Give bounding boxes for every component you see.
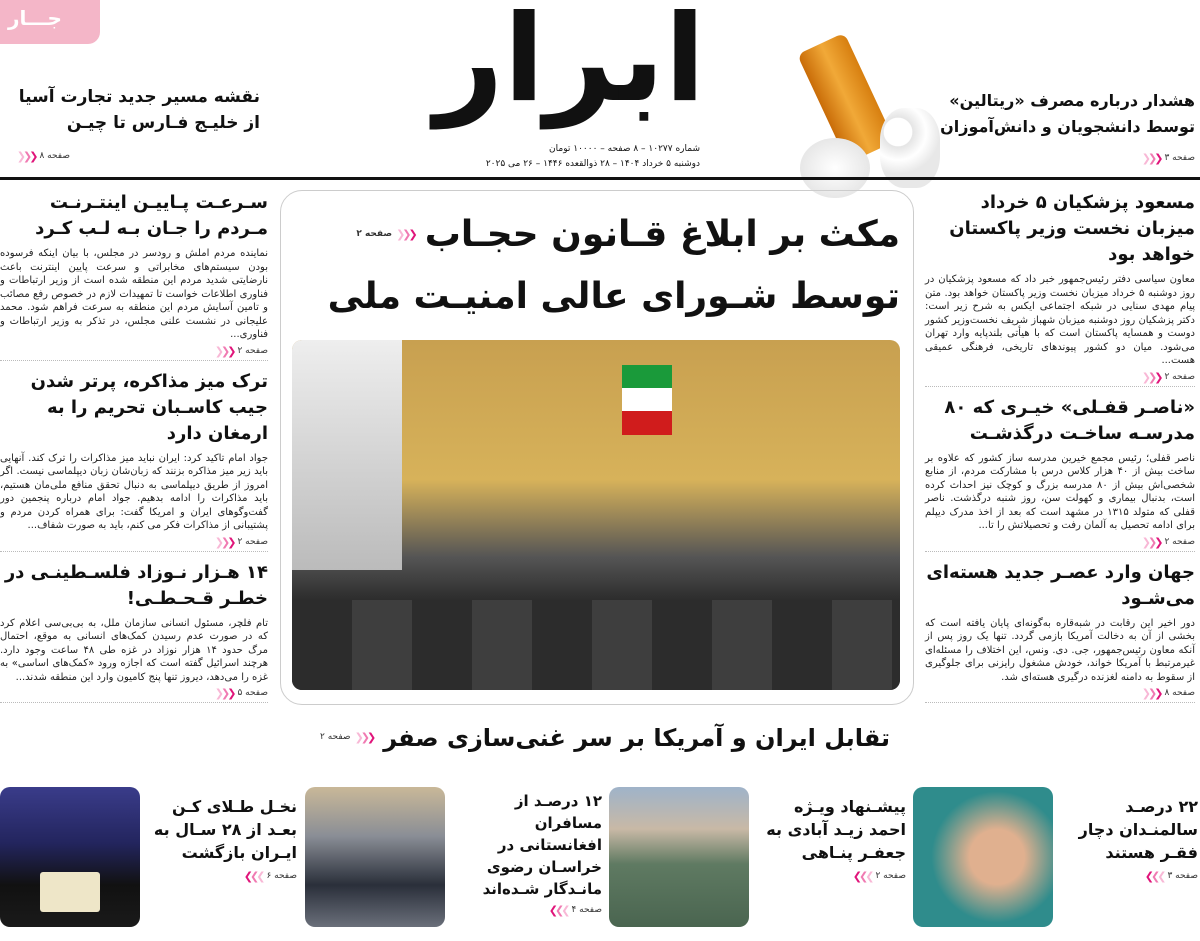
arrows-icon: ❮❮❮ (1141, 535, 1161, 549)
page-ref-label: صفحه ۲ (875, 871, 906, 881)
article-body: جواد امام تاکید کرد: ایران نباید میز مذاکرات را ترک کند. آنهایی باید زیر میز مذاکره بزنند که زبان‌شان زبان دیپلماسی نیست. اگر امروز از طریق دیپلماسی به دنبال تحقق منافع ملی‌مان هستیم، باید مذاکرات را ادامه بدهیم. جواد امام درباره پنجمین دور گفت‌وگوهای ایران و امریکا گفت: برای همراه کردن مردم و پشتیبانی از مذاکرات فکر می کنم، باید به صورت شفاف... (0, 452, 268, 531)
bottom-story[interactable] (450, 790, 602, 919)
arrows-icon: ❮❮❮ (243, 870, 263, 883)
arrows-icon: ❮❮❮ (396, 227, 415, 241)
article-body: نماینده مردم املش و رودسر در مجلس، با بیان اینکه فرسوده بودن سیستم‌های مخابراتی و سرعت پایین اینترنت باعث نارضایتی شدید مردم این منطقه شده است از وزیر ارتباطات و فناوری اطلاعات خواست تا تمهیدات لازم در خصوص رفع مصائب و تامین آسایش مردم این منطقه به سرعت فراهم شود. محمد علیجانی در نشست علنی مجلس، در تذکر به وزیر ارتباطات و فناوری... (0, 248, 268, 340)
arrows-icon: ❮❮❮ (214, 687, 234, 700)
logo-text: ابرار (434, 0, 706, 129)
page-ref[interactable] (925, 371, 1195, 387)
section-tag-label: جـــار (8, 6, 62, 30)
issue-line: شماره ۱۰۲۷۷ – ۸ صفحه – ۱۰۰۰۰ تومان (549, 144, 700, 154)
page-ref[interactable] (0, 150, 70, 165)
page-ref[interactable] (1125, 152, 1195, 167)
headline: جهان وارد عصـر جدید هسته‌ای می‌شـود (926, 561, 1195, 609)
headline: ترک میز مذاکره، پرتر شدن جیب کاسـبان تحریم را به ارمغان دارد (30, 370, 268, 444)
right-column (925, 190, 1195, 703)
headline: پیشـنهاد ویـژه احمد زیـد آبادی به جعفـر پنـاهی (766, 797, 906, 862)
page-ref-label: صفحه ۶ (266, 871, 297, 881)
headline: ۲۲ درصـد سالمنـدان دچار فقـر هستند (1078, 797, 1198, 862)
arrows-icon: ❮❮❮ (1141, 370, 1161, 384)
bottom-story[interactable] (754, 795, 906, 885)
page-ref-label: صفحه ۵ (237, 688, 268, 698)
article-body: معاون سیاسی دفتر رئیس‌جمهور خبر داد که مسعود پزشکیان در روز دوشنبه ۵ خرداد میزبان نخست وزیر پاکستان خواهد بود. متن پیام مهدی سنایی در شبکه اجتماعی ایکس به شرح زیر است: دکتر پزشکیان روز دوشنبه میزبان شهباز شریف نخست‌وزیر کشور دوست و همسایه پاکستان است که با هیأتی بلندپایه وارد تهران می‌شود. میان دو کشور پیوندهای تاریخی، فرهنگی عمیقی هست... (925, 274, 1195, 366)
headline: نخـل طـلای کـن بعـد از ۲۸ سـال به ایـران بازگشت (153, 797, 297, 862)
masthead-logo (430, 0, 710, 140)
arrows-icon: ❮❮❮ (1141, 687, 1161, 700)
page-ref[interactable] (754, 870, 906, 885)
headline-line-1: مکث بر ابلاغ قـانون حجـاب (424, 214, 900, 255)
page-ref-label: صفحه ۲ (237, 345, 268, 356)
page-ref[interactable] (0, 536, 268, 552)
page-ref[interactable] (0, 687, 268, 703)
page-ref[interactable] (1058, 870, 1198, 885)
page-ref-label: صفحه ۸ (1164, 688, 1195, 698)
sub-headline-row[interactable] (290, 718, 890, 758)
arrows-icon: ❮❮❮ (214, 344, 234, 358)
page-ref-label: صفحه ۳ (1167, 871, 1198, 881)
page-ref-label: صفحه ۴ (571, 905, 602, 915)
pill-bottle-image (800, 38, 950, 198)
page-ref[interactable] (356, 228, 414, 243)
headline: هشدار درباره مصرف «ریتالین» (949, 91, 1195, 110)
date-line: دوشنبه ۵ خرداد ۱۴۰۴ – ۲۸ ذوالقعده ۱۴۴۶ – ۲۶ می ۲۰۲۵ (485, 159, 700, 169)
arrows-icon: ❮❮❮ (1144, 870, 1164, 883)
main-headline (290, 204, 900, 328)
parliament-photo (292, 340, 900, 690)
headline: از خلیـج فـارس تا چیـن (66, 113, 260, 133)
masthead-rule (0, 177, 1200, 180)
left-column (0, 190, 268, 703)
news-item[interactable] (0, 190, 268, 361)
page-ref-label: صفحه ۲ (320, 731, 351, 742)
news-item[interactable] (925, 395, 1195, 552)
article-body: ناصر قفلی؛ رئیس مجمع خیرین مدرسه ساز کشور که علاوه بر ساخت بیش از ۴۰ هزار کلاس درس با مشارکت مردم، از منابع شخصی‌اش بیش از ۸۰ مدرسه بزرگ و کوچک نیز احداث کرده است، بدنبال بیماری و کهولت سن، روز شنبه درگذشت. ناصر قفلی که متولد ۱۳۱۵ در مشهد است که بعد از اخذ مدرک دیپلم برای ادامه تحصیل به آلمان رفت و تحصیلاتش را تا... (925, 452, 1195, 531)
headline: مسعود پزشکیان ۵ خرداد میزبان نخست وزیر پاکستان خواهد بود (949, 192, 1195, 265)
arrows-icon: ❮❮❮ (852, 870, 872, 883)
headline: «ناصـر قفـلی» خیـری که ۸۰ مدرسـه ساخـت درگذشـت (944, 396, 1195, 444)
arrows-icon: ❮❮❮ (354, 730, 374, 744)
headline-line-2: توسط شـورای عالی امنیـت ملی (327, 276, 900, 317)
arrows-icon: ❮❮❮ (214, 535, 234, 549)
news-item[interactable] (925, 560, 1195, 704)
arrows-icon: ❮❮❮ (1141, 152, 1161, 165)
bottom-story[interactable] (145, 795, 297, 885)
page-ref-label: صفحه ۲ (356, 228, 393, 239)
headline: توسط دانشجویان و دانش‌آموزان (940, 117, 1195, 136)
headline: ۱۲ درصـد از مسافران افغانستانی در خراسـان رضوی مانـدگار شـده‌اند (482, 792, 602, 898)
arrows-icon: ❮❮❮ (548, 904, 568, 917)
page-ref-label: صفحه ۸ (39, 151, 70, 161)
section-tag (0, 0, 100, 44)
page-ref-label: صفحه ۲ (237, 536, 268, 547)
page-ref-label: صفحه ۳ (1164, 153, 1195, 163)
zeidabadi-photo (609, 787, 749, 927)
sub-headline: تقابل ایران و آمریکا بر سر غنی‌سازی صفر (383, 724, 890, 752)
news-item[interactable] (925, 190, 1195, 387)
page-ref[interactable] (450, 904, 602, 919)
news-item[interactable] (0, 369, 268, 552)
bottom-story[interactable] (1058, 795, 1198, 885)
headline: سـرعـت پـاییـن اینتـرنـت مـردم را جـان بـه لـب کـرد (35, 192, 268, 239)
top-left-story[interactable] (0, 84, 260, 136)
page-ref-label: صفحه ۲ (1164, 536, 1195, 547)
headline: ۱۴ هـزار نـوزاد فلسـطینـی در خطـر قـحـطـی! (4, 561, 268, 609)
page-ref-label: صفحه ۲ (1164, 371, 1195, 382)
arrows-icon: ❮❮❮ (16, 150, 36, 163)
page-ref[interactable] (145, 870, 297, 885)
page-ref (320, 731, 373, 746)
page-ref[interactable] (0, 345, 268, 361)
elderly-hands-photo (913, 787, 1053, 927)
filmmaker-photo (0, 787, 140, 927)
issue-info (420, 142, 700, 172)
news-item[interactable] (0, 560, 268, 704)
top-right-story[interactable] (940, 88, 1195, 140)
page-ref[interactable] (925, 536, 1195, 552)
page-ref[interactable] (925, 687, 1195, 703)
bus-passengers-photo (305, 787, 445, 927)
article-body: دور اخیر این رقابت در شبه‌قاره به‌گونه‌ای پایان یافته است که بخشی از آن به دخالت آمریکا بازمی گردد. تنها یک روز پس از آنکه معاون رئیس‌جمهور، جی. دی. ونس، این اختلاف را مسئله‌ای غیرمرتبط با آمریکا خواند، خودش مشغول رایزنی برای جلوگیری از سقوط به دامنه لغزنده درگیری هسته‌ای شد. (925, 617, 1195, 683)
article-body: تام فلچر، مسئول انسانی سازمان ملل، به بی‌بی‌سی اعلام کرد که در صورت عدم رسیدن کمک‌های انسانی به موقع، احتمال مرگ حدود ۱۴ هزار نوزاد در غزه طی ۴۸ ساعت وجود دارد. هرچند اسرائیل گفته است که اجازه ورود «کمک‌های اساسی» به غزه را می‌دهد، دیروز تنها پنج کامیون وارد این منطقه شدند... (0, 617, 269, 683)
headline: نقشه مسیر جدید تجارت آسیا (18, 87, 260, 107)
